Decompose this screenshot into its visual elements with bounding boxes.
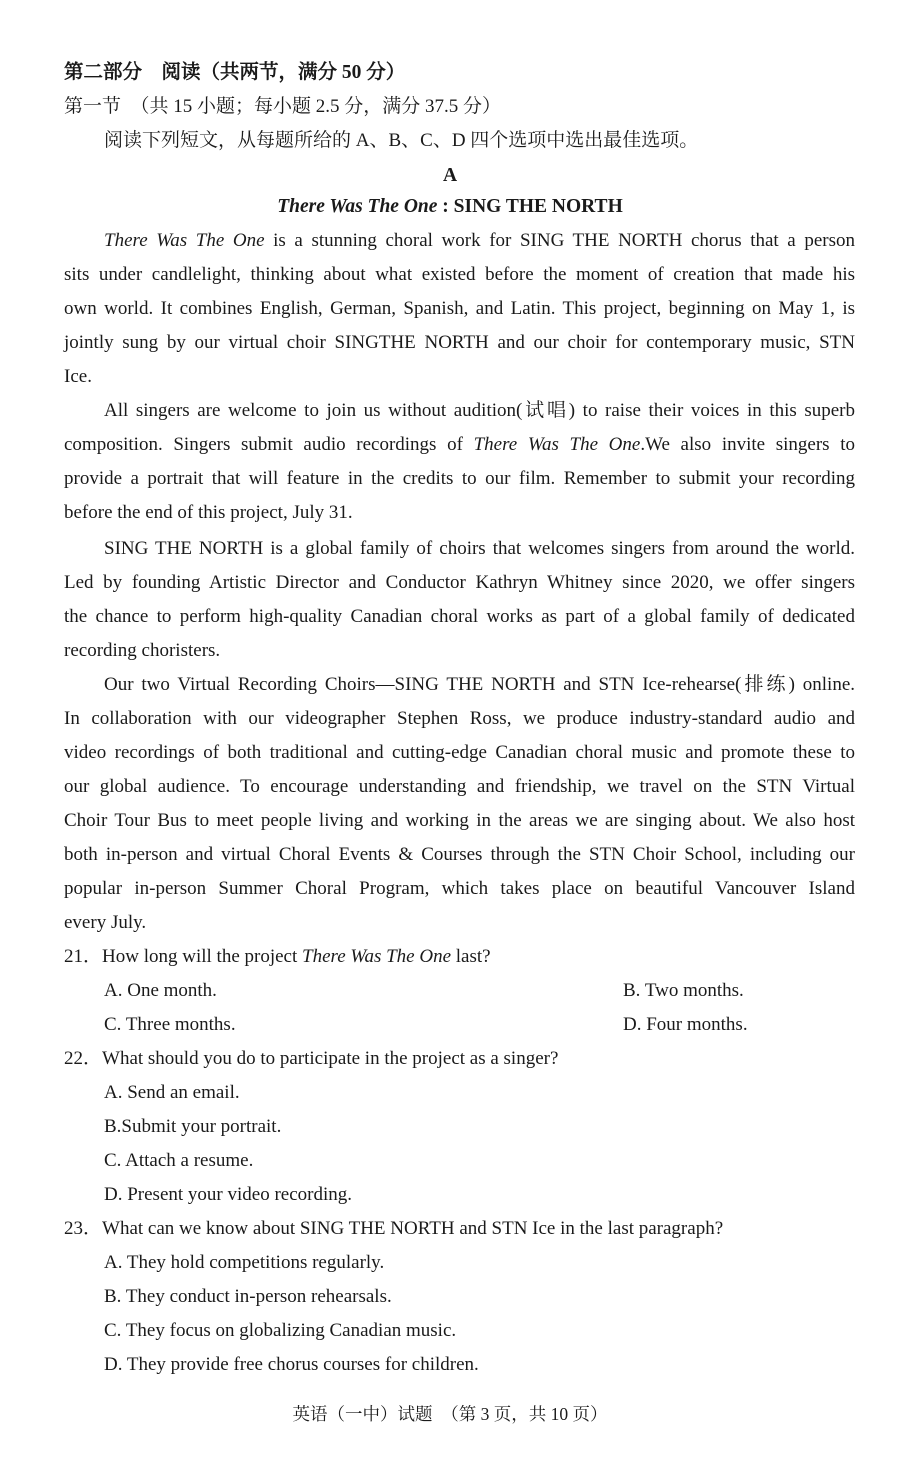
passage-line: provide a portrait that will feature in the credits to our film. Remember to submit your recording [64,468,855,489]
passage-line: jointly sung by our virtual choir SINGTHE NORTH and our choir for contemporary music, STN [64,332,855,353]
passage-line: video recordings of both traditional and cutting-edge Canadian choral music and promote these to [64,742,855,763]
passage-line: Our two Virtual Recording Choirs—SING THE NORTH and STN Ice-rehearse(排练) online. [104,674,855,695]
instruction: 阅读下列短文，从每题所给的 A、B、C、D 四个选项中选出最佳选项。 [104,130,699,151]
question-21-option-c[interactable]: C. Three months. [104,1014,236,1035]
question-22-option-b[interactable]: B.Submit your portrait. [104,1116,282,1137]
question-21-option-b[interactable]: B. Two months. [623,980,744,1001]
passage-line: Choir Tour Bus to meet people living and working in the areas we are singing about. We also host [64,810,855,831]
question-23-option-b[interactable]: B. They conduct in-person rehearsals. [104,1286,392,1307]
passage-letter: A [442,165,458,186]
passage-line: before the end of this project, July 31. [64,502,353,523]
question-23-option-d[interactable]: D. They provide free chorus courses for children. [104,1354,479,1375]
passage-line: composition. Singers submit audio recordings of There Was The One.We also invite singers to [64,434,856,455]
passage-line: recording choristers. [64,640,221,661]
passage-line: own world. It combines English, German, Spanish, and Latin. This project, beginning on May 1, is [64,298,855,319]
passage-line: SING THE NORTH is a global family of choirs that welcomes singers from around the world. [104,538,855,559]
passage-line: There Was The One is a stunning choral work for SING THE NORTH chorus that a person [104,230,855,251]
question-21-option-a[interactable]: A. One month. [104,980,217,1001]
passage-line: our global audience. To encourage understanding and friendship, we travel on the STN Virtual [64,776,855,797]
passage-line: Ice. [64,366,92,387]
passage-line: Led by founding Artistic Director and Conductor Kathryn Whitney since 2020, we offer singers [64,572,855,593]
page-footer: 英语（一中）试题 （第 3 页，共 10 页） [292,1404,608,1424]
passage-line: sits under candlelight, thinking about what existed before the moment of creation that made his [64,264,855,285]
subsection-title: 第一节 （共 15 小题；每小题 2.5 分，满分 37.5 分） [64,96,502,117]
passage-line: every July. [64,912,147,933]
passage-line: popular in-person Summer Choral Program, which takes place on beautiful Vancouver Island [64,878,855,899]
passage-line: both in-person and virtual Choral Events & Courses through the STN Choir School, including our [64,844,855,865]
passage-title-rest: : SING THE NORTH [437,196,623,217]
question-22-option-c[interactable]: C. Attach a resume. [104,1150,254,1171]
passage-title [0,196,900,218]
question-23-option-c[interactable]: C. They focus on globalizing Canadian music. [104,1320,457,1341]
passage-title-italic: There Was The One [277,196,438,217]
question-22-option-a[interactable]: A. Send an email. [104,1082,240,1103]
question-21-option-d[interactable]: D. Four months. [623,1014,748,1035]
question-22-stem: 22．What should you do to participate in the project as a singer? [64,1048,559,1069]
question-21-stem: 21．How long will the project There Was The One last? [64,946,491,967]
passage-line: All singers are welcome to join us without audition(试唱) to raise their voices in this superb [104,400,855,421]
question-22-option-d[interactable]: D. Present your video recording. [104,1184,352,1205]
question-23-stem: 23．What can we know about SING THE NORTH and STN Ice in the last paragraph? [64,1218,724,1239]
passage-line: In collaboration with our videographer Stephen Ross, we produce industry-standard audio and [64,708,855,729]
passage-line: the chance to perform high-quality Canadian choral works as part of a global family of dedicated [64,606,855,627]
part-title: 第二部分 阅读（共两节，满分 50 分） [64,62,406,83]
question-23-option-a[interactable]: A. They hold competitions regularly. [104,1252,385,1273]
